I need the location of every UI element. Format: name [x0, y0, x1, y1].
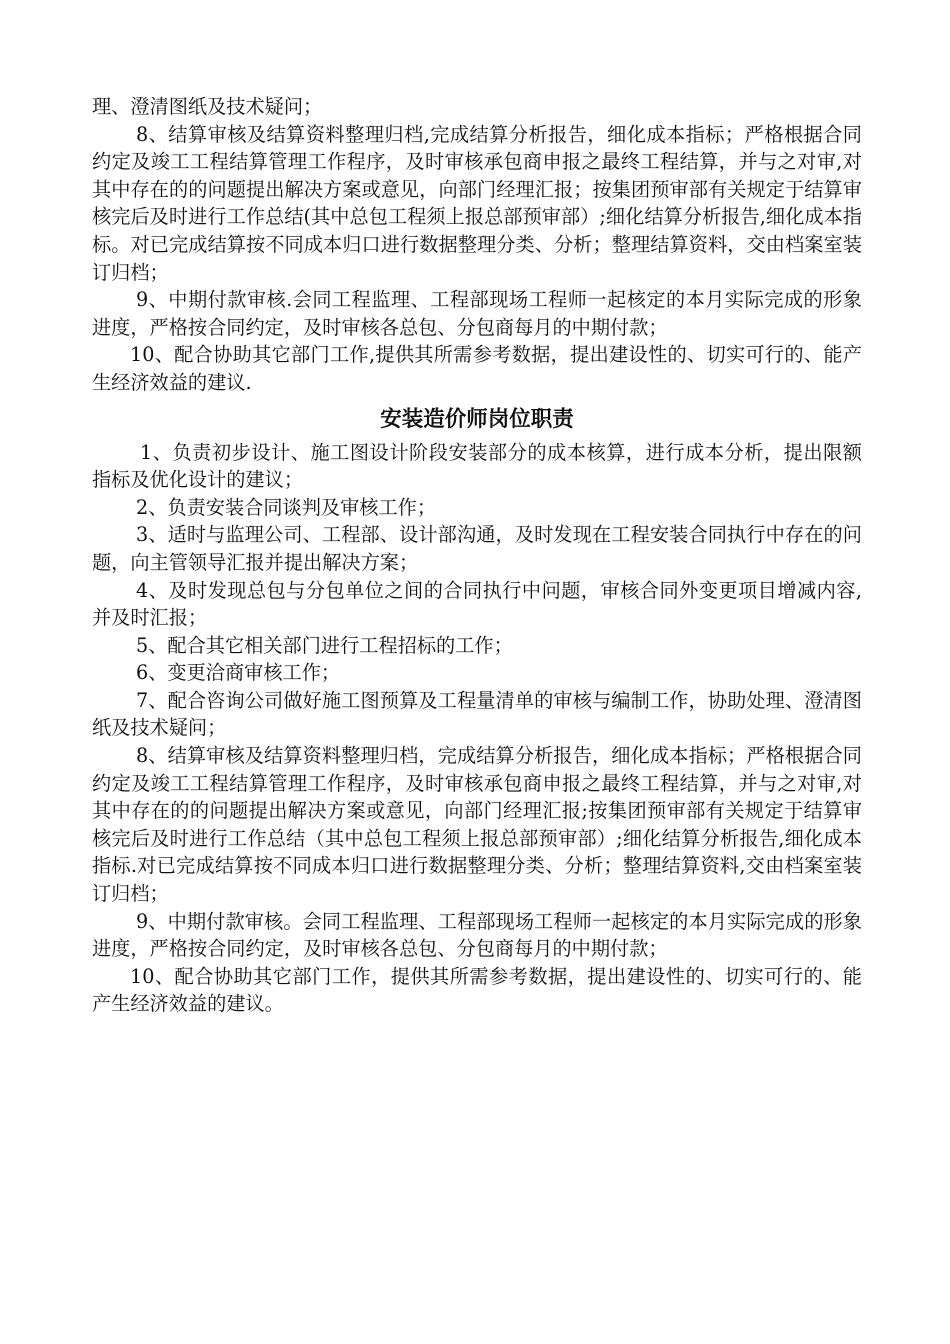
section-previous-duties — [92, 93, 862, 397]
paragraph: 2、负责安装合同谈判及审核工作； — [136, 495, 437, 519]
paragraph: 9、中期付款审核.会同工程监理、工程部现场工程师一起核定的本月实际完成的形象进度，严格按合同约定，及时审核各总包、分包商每月的中期付款； — [92, 288, 862, 339]
paragraph: 7、配合咨询公司做好施工图预算及工程量清单的审核与编制工作，协助处理、澄清图纸及技术疑问； — [92, 688, 862, 740]
paragraph: 8、结算审核及结算资料整理归档,完成结算分析报告，细化成本指标；严格根据合同约定及竣工工程结算管理工作程序，及时审核承包商申报之最终工程结算，并与之对审,对其中存在的的问题提出解决方案或意见，向部门经理汇报；按集团预审部有关规定于结算审核完后及时进行工作总结(其中总包工程须上报总部预审部）;细化结算分析报告,细化成本指标。对已完成结算按不同成本归口进行数据整理分类、分析；整理结算资料，交由档案室装订归档； — [92, 122, 862, 284]
paragraph: 9、中期付款审核。会同工程监理、工程部现场工程师一起核定的本月实际完成的形象进度，严格按合同约定，及时审核各总包、分包商每月的中期付款； — [92, 909, 862, 961]
paragraph: 4、及时发现总包与分包单位之间的合同执行中问题，审核合同外变更项目增减内容,并及时汇报； — [92, 578, 862, 630]
paragraph: 3、适时与监理公司、工程部、设计部沟通，及时发现在工程安装合同执行中存在的问题，向主管领导汇报并提出解决方案； — [92, 523, 862, 574]
section-title: 安装造价师岗位职责 — [380, 406, 574, 432]
paragraph: 8、结算审核及结算资料整理归档，完成结算分析报告，细化成本指标；严格根据合同约定及竣工工程结算管理工作程序，及时审核承包商申报之最终工程结算，并与之对审,对其中存在的的问题提出解决方案或意见，向部门经理汇报;按集团预审部有关规定于结算审核完后及时进行工作总结（其中总包工程须上报总部预审部）;细化结算分析报告,细化成本指标.对已完成结算按不同成本归口进行数据整理分类、分析；整理结算资料,交由档案室装订归档； — [92, 744, 862, 906]
section-install-cost-duties — [92, 439, 862, 1018]
paragraph: 1、负责初步设计、施工图设计阶段安装部分的成本核算，进行成本分析，提出限额指标及优化设计的建议； — [92, 440, 862, 492]
document-page — [92, 93, 862, 1018]
paragraph: 6、变更洽商审核工作； — [136, 661, 341, 685]
paragraph: 5、配合其它相关部门进行工程招标的工作； — [136, 633, 513, 657]
paragraph: 10、配合协助其它部门工作，提供其所需参考数据，提出建设性的、切实可行的、能产生经济效益的建议。 — [92, 964, 862, 1016]
paragraph: 理、澄清图纸及技术疑问； — [92, 95, 323, 118]
paragraph: 10、配合协助其它部门工作,提供其所需参考数据，提出建设性的、切实可行的、能产生经济效益的建议. — [92, 343, 862, 394]
